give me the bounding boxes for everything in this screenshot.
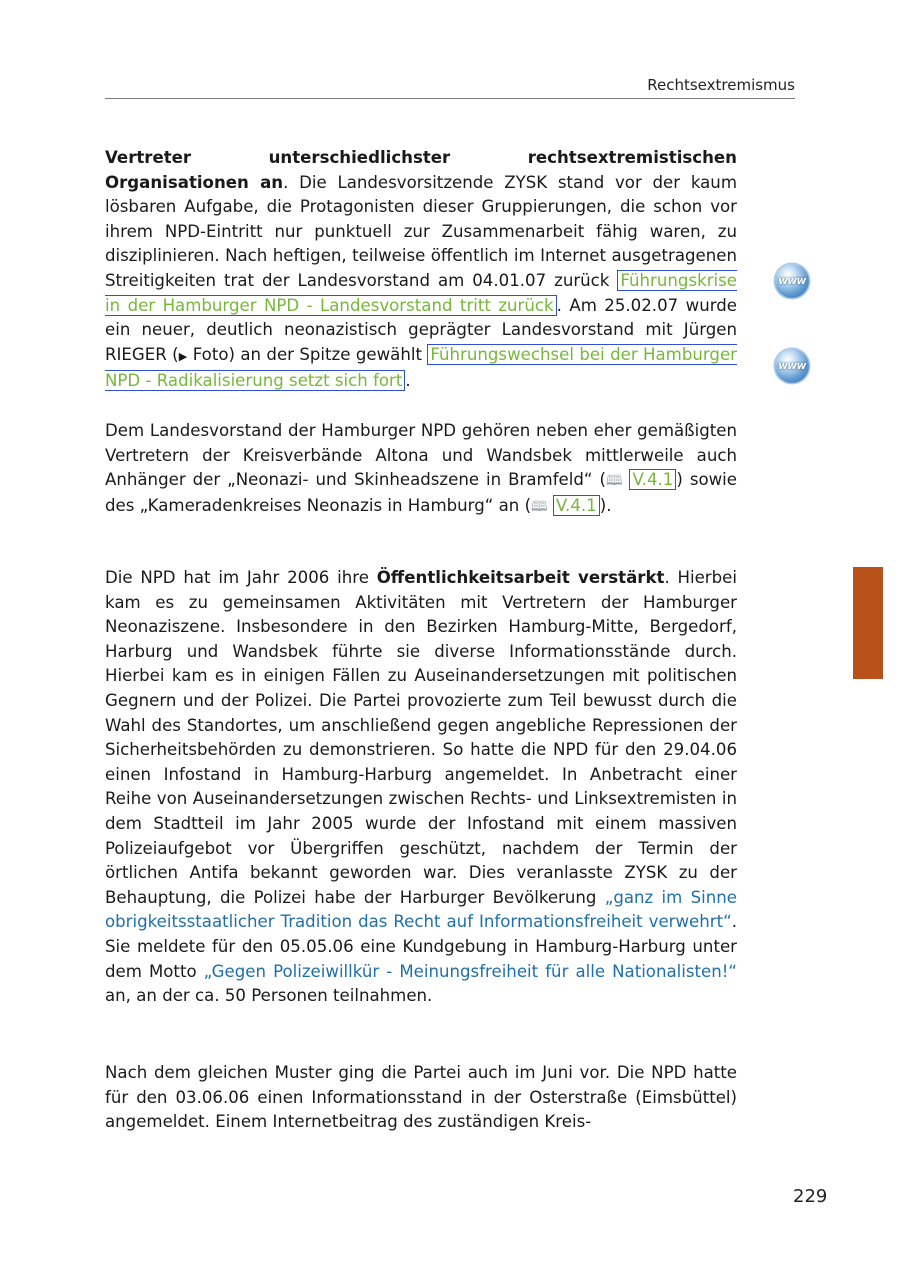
paragraph-2 xyxy=(105,419,737,519)
ref-v41-2[interactable]: V.4.1 xyxy=(553,495,600,516)
quote-obrigkeitsstaatlich: „ganz im Sinne obrigkeitsstaatlicher Tradition das Recht auf Informationsfreiheit verwehrt“ xyxy=(105,887,737,932)
quote-polizeiwillkuer: „Gegen Polizeiwillkür - Meinungsfreiheit für alle Nationalisten!“ xyxy=(203,961,737,981)
paragraph-1-lead: Vertreter unterschiedlichster rechtsextremistischen Organisationen an xyxy=(105,148,737,192)
paragraph-1 xyxy=(105,146,737,394)
paragraph-1-text-1: Die Landesvorsitzende ZYSK stand vor der kaum lösbaren Aufgabe, die Protagonisten dieser Gruppierungen, die schon vor ihrem NPD-Eintritt nur punktuell zur Zusammenarbeit fähig waren, zu disziplinieren. Nach heftigen, teilweise öffentlich im Internet ausgetragenen Streitigkeiten trat der Landesvorstand am 04.01.07 zurück xyxy=(105,172,737,290)
ref-v41-1[interactable]: V.4.1 xyxy=(629,469,676,490)
paragraph-3-text-3: . Sie meldete für den 05.05.06 eine Kundgebung in Hamburg-Harburg unter dem Motto xyxy=(105,912,737,981)
paragraph-3-text-4: an, an der ca. 50 Personen teilnahmen. xyxy=(105,986,433,1006)
paragraph-2-text-3: ). xyxy=(599,495,612,515)
paragraph-2-text-1: Dem Landesvorstand der Hamburger NPD gehören neben eher gemäßigten Vertretern der Kreisverbände Altona und Wandsbek mittlerweile auch Anhänger der „Neonazi- und Skinheadszene in Bramfeld“ ( xyxy=(105,421,737,490)
link-fuehrungswechsel[interactable]: Führungswechsel bei der Hamburger NPD - Radikalisierung setzt sich fort xyxy=(105,344,737,391)
link-fuehrungskrise[interactable]: Führungskrise in der Hamburger NPD - Landesvorstand tritt zurück xyxy=(105,270,737,315)
paragraph-3-bold: Öffentlichkeitsarbeit verstärkt xyxy=(376,568,665,587)
paragraph-4-text-1: Nach dem gleichen Muster ging die Partei auch im Juni vor. Die NPD hatte für den 03.06.06 einen Informationsstand in der Osterstraße (Eimsbüttel) angemeldet. Einem Internetbeitrag des zuständigen Kreis- xyxy=(105,1063,737,1132)
paragraph-3 xyxy=(105,566,737,1009)
paragraph-1-text-2: . Am 25.02.07 wurde ein neuer, deutlich neonazistisch geprägter Landesvorstand mit Jürgen RIEGER ( xyxy=(105,295,737,364)
www-globe-icon[interactable] xyxy=(775,349,809,383)
paragraph-3-text-1: Die NPD hat im Jahr 2006 ihre xyxy=(105,568,377,587)
www-globe-icon[interactable] xyxy=(775,264,809,298)
www-label: www xyxy=(778,360,806,372)
paragraph-2-text-2: ) sowie des „Kameradenkreises Neonazis in Hamburg“ an ( xyxy=(105,470,738,515)
paragraph-1-lead-end: . xyxy=(283,172,289,192)
running-header xyxy=(105,76,795,99)
paragraph-4 xyxy=(105,1061,737,1135)
arrow-icon: ▶ xyxy=(178,349,188,363)
book-icon: 🕮 xyxy=(605,473,623,490)
chapter-tab-marker xyxy=(853,567,883,679)
paragraph-1-text-4: . xyxy=(405,371,411,391)
header-title: Rechtsextremismus xyxy=(647,76,795,94)
book-icon: 🕮 xyxy=(531,498,548,515)
page-number: 229 xyxy=(793,1186,828,1207)
www-label: www xyxy=(778,275,806,287)
paragraph-1-text-3: Foto) an der Spitze gewählt xyxy=(192,344,428,364)
paragraph-3-text-2: . Hierbei kam es zu gemeinsamen Aktivitäten mit Vertretern der Hamburger Neonaziszene. Insbesondere in den Bezirken Hamburg-Mitte, Bergedorf, Harburg und Wandsbek führte sie diverse Informationsstände durch. Hierbei kam es in einigen Fällen zu Auseinandersetzungen mit politischen Gegnern und der Polizei. Die Partei provozierte zum Teil bewusst durch die Wahl des Standortes, um anschließend gegen angebliche Repressionen der Sicherheitsbehörden zu demonstrieren. So hatte die NPD für den 29.04.06 einen Infostand in Hamburg-Harburg angemeldet. In Anbetracht einer Reihe von Auseinandersetzungen zwischen Rechts- und Linksextremisten in dem Stadtteil im Jahr 2005 wurde der Infostand mit einem massiven Polizeiaufgebot vor Übergriffen geschützt, nachdem der Termin der örtlichen Antifa bekannt geworden war. Dies veranlasste ZYSK zu der Behauptung, die Polizei habe der Harburger Bevölkerung xyxy=(105,568,737,907)
